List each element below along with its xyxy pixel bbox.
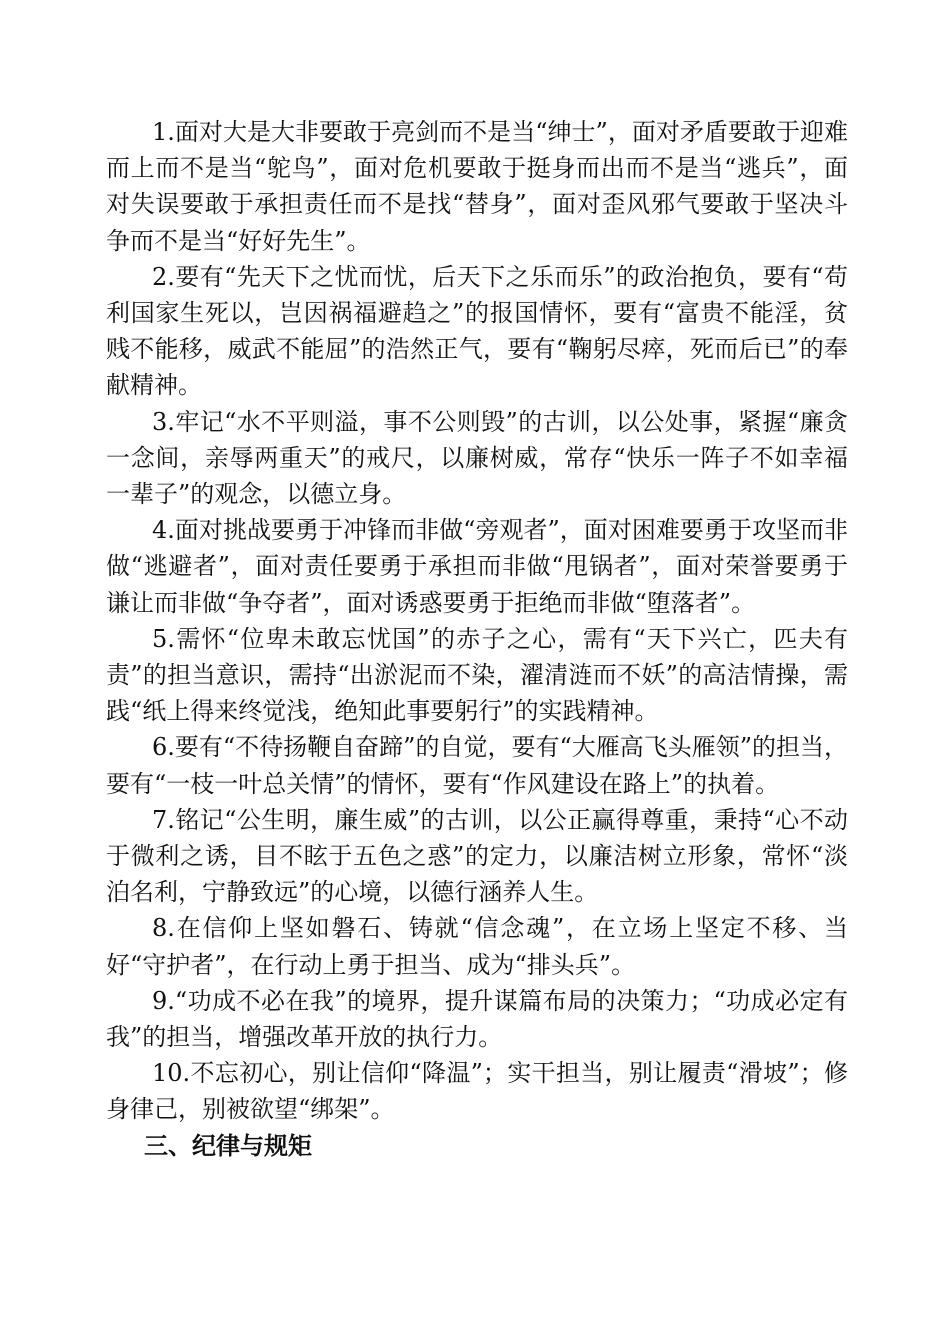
paragraph-5: 5.需怀“位卑未敢忘忧国”的赤子之心，需有“天下兴亡，匹夫有责”的担当意识，需持“出淤泥而不染，濯清涟而不妖”的高洁情操，需践“纸上得来终觉浅，绝知此事要躬行”的实践精神。: [106, 624, 848, 726]
paragraph-2: 2.要有“先天下之忧而忧，后天下之乐而乐”的政治抱负，要有“苟利国家生死以，岂因祸福避趋之”的报国情怀，要有“富贵不能淫，贫贱不能移，威武不能屈”的浩然正气，要有“鞠躬尽瘁，死而后已”的奉献精神。: [106, 262, 848, 400]
paragraph-9: 9.“功成不必在我”的境界，提升谋篇布局的决策力；“功成必定有我”的担当，增强改革开放的执行力。: [106, 986, 848, 1052]
paragraph-1: 1.面对大是大非要敢于亮剑而不是当“绅士”，面对矛盾要敢于迎难而上而不是当“鸵鸟”，面对危机要敢于挺身而出而不是当“逃兵”，面对失误要敢于承担责任而不是找“替身”，面对歪风邪气要敢于坚决斗争而不是当“好好先生”。: [106, 118, 848, 255]
paragraph-3: 3.牢记“水不平则溢，事不公则毁”的古训，以公处事，紧握“廉贪一念间，亲辱两重天”的戒尺，以廉树威，常存“快乐一阵子不如幸福一辈子”的观念，以德立身。: [106, 407, 848, 509]
paragraph-7: 7.铭记“公生明，廉生威”的古训，以公正赢得尊重，秉持“心不动于微利之诱，目不眩于五色之惑”的定力，以廉洁树立形象，常怀“淡泊名利，宁静致远”的心境，以德行涵养人生。: [106, 805, 848, 907]
section-heading: 三、纪律与规矩: [144, 1131, 312, 1160]
paragraph-8: 8.在信仰上坚如磐石、铸就“信念魂”，在立场上坚定不移、当好“守护者”，在行动上勇于担当、成为“排头兵”。: [106, 914, 848, 979]
paragraph-4: 4.面对挑战要勇于冲锋而非做“旁观者”，面对困难要勇于攻坚而非做“逃避者”，面对责任要勇于承担而非做“甩锅者”，面对荣誉要勇于谦让而非做“争夺者”，面对诱惑要勇于拒绝而非做“堕落者”。: [106, 516, 848, 617]
document-page: [106, 114, 848, 1164]
paragraph-6: 6.要有“不待扬鞭自奋蹄”的自觉，要有“大雁高飞头雁领”的担当，要有“一枝一叶总关情”的情怀，要有“作风建设在路上”的执着。: [106, 733, 848, 798]
paragraph-10: 10.不忘初心，别让信仰“降温”；实干担当，别让履责“滑坡”；修身律己，别被欲望“绑架”。: [106, 1059, 848, 1124]
